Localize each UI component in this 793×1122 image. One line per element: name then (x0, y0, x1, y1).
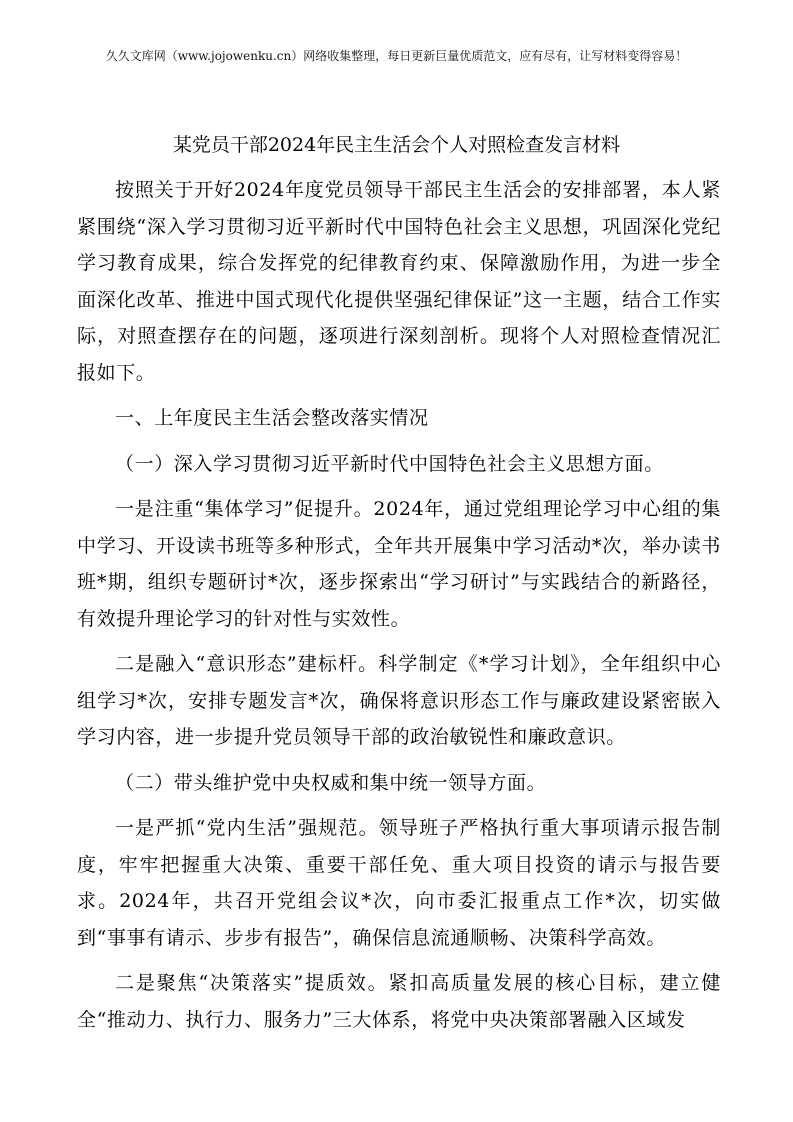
section-heading-1: 一、上年度民主生活会整改落实情况 (115, 407, 429, 429)
page-header: 久久文库网（www.jojowenku.cn）网络收集整理，每日更新巨量优质范文，应有尽有，让写材料变得容易！ (105, 49, 688, 63)
document-title: 某党员干部2024年民主生活会个人对照检查发言材料 (172, 134, 621, 156)
paragraph-ideology: 二是融入“意识形态”建标杆。科学制定《*学习计划》，全年组织中心组学习*次，安排专题发言*次，确保将意识形态工作与廉政建设紧密嵌入学习内容，进一步提升党员领导干部的政治敏锐性和廉政意识。 (77, 653, 721, 748)
paragraph-collective-study: 一是注重“集体学习”促提升。2024年，通过党组理论学习中心组的集中学习、开设读书班等多种形式，全年共开展集中学习活动*次，举办读书班*期，组织专题研讨*次，逐步探索出“学习研讨”与实践结合的新路径，有效提升理论学习的针对性与实效性。 (77, 498, 721, 630)
paragraph-party-life: 一是严抓“党内生活”强规范。领导班子严格执行重大事项请示报告制度，牢牢把握重大决策、重要干部任免、重大项目投资的请示与报告要求。2024年，共召开党组会议*次，向市委汇报重点工作*次，切实做到“事事有请示、步步有报告”，确保信息流通顺畅、决策科学高效。 (77, 817, 721, 949)
paragraph-decision-implementation: 二是聚焦“决策落实”提质效。紧扣高质量发展的核心目标，建立健全“推动力、执行力、服务力”三大体系，将党中央决策部署融入区域发 (77, 972, 721, 1031)
intro-paragraph: 按照关于开好2024年度党员领导干部民主生活会的安排部署，本人紧紧围绕“深入学习贯彻习近平新时代中国特色社会主义思想，巩固深化党纪学习教育成果，综合发挥党的纪律教育约束、保障激励作用，为进一步全面深化改革、推进中国式现代化提供坚强纪律保证”这一主题，结合工作实际，对照查摆存在的问题，逐项进行深刻剖析。现将个人对照检查情况汇报如下。 (77, 179, 721, 384)
document-body (77, 172, 721, 1038)
subsection-heading-2: （二）带头维护党中央权威和集中统一领导方面。 (115, 771, 547, 794)
subsection-heading-1: （一）深入学习贯彻习近平新时代中国特色社会主义思想方面。 (115, 452, 664, 475)
